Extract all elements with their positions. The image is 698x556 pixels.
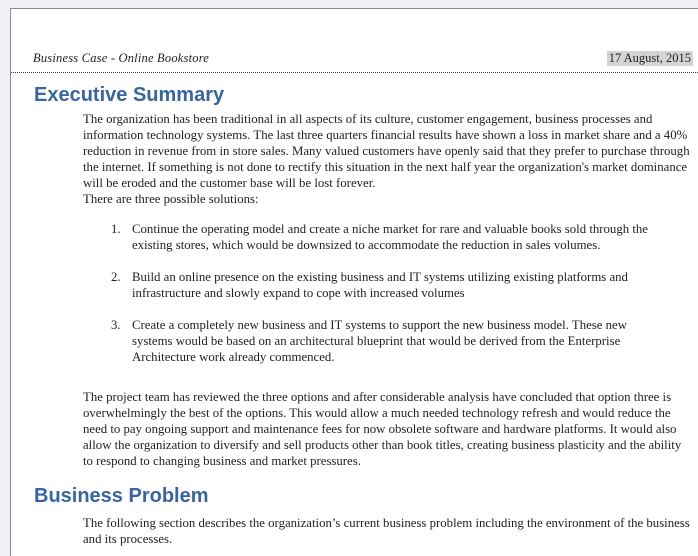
list-item-text: Create a completely new business and IT systems to support the new business model. These new systems would be based on an architectural blueprint that would be derived from the Enterprise Architecture work already commenced. (132, 318, 627, 364)
heading-executive-summary: Executive Summary (34, 84, 225, 106)
document-header (11, 51, 698, 73)
document-body (11, 84, 698, 547)
executive-summary-paragraph-1: The organization has been traditional in all aspects of its culture, customer engagement, business processes and information technology systems. The last three quarters financial results have shown a loss in market share and a 40% reduction in revenue from in store sales. Many valued customers have openly said that they prefer to purchase through the internet. If something is not done to rectify this situation in the next half year the organization's market dominance will be eroded and the customer base will be lost forever. (83, 112, 690, 190)
executive-summary-lead-in: There are three possible solutions: (83, 192, 259, 206)
list-number: 3. (111, 318, 121, 332)
heading-business-problem: Business Problem (34, 485, 209, 507)
solutions-numbered-list (11, 221, 692, 365)
list-number: 1. (111, 222, 121, 236)
list-item-solution-3 (111, 317, 667, 365)
list-number: 2. (111, 270, 121, 284)
list-item-solution-2 (111, 269, 667, 301)
list-item-solution-1 (111, 221, 667, 253)
business-problem-paragraph: The following section describes the organization’s current business problem including the environment of the business and its processes. (83, 516, 690, 546)
header-date-field[interactable]: 17 August, 2015 (608, 51, 691, 65)
list-item-text: Build an online presence on the existing business and IT systems utilizing existing platforms and infrastructure and slowly expand to cope with increased volumes (132, 270, 628, 300)
header-document-title: Business Case - Online Bookstore (33, 51, 210, 65)
executive-summary-paragraph-2: The project team has reviewed the three options and after considerable analysis have concluded that option three is overwhelmingly the best of the options. This would allow a much needed technology refresh and would reduce the need to pay ongoing support and maintenance fees for now obsolete software and hardware platforms. It would also allow the organization to diversify and sell products other than book titles, creating business plasticity and the ability to respond to changing business and market pressures. (83, 390, 682, 468)
list-item-text: Continue the operating model and create a niche market for rare and valuable books sold through the existing stores, which would be downsized to accommodate the reduction in sales volumes. (132, 222, 648, 252)
document-page[interactable] (10, 8, 698, 556)
